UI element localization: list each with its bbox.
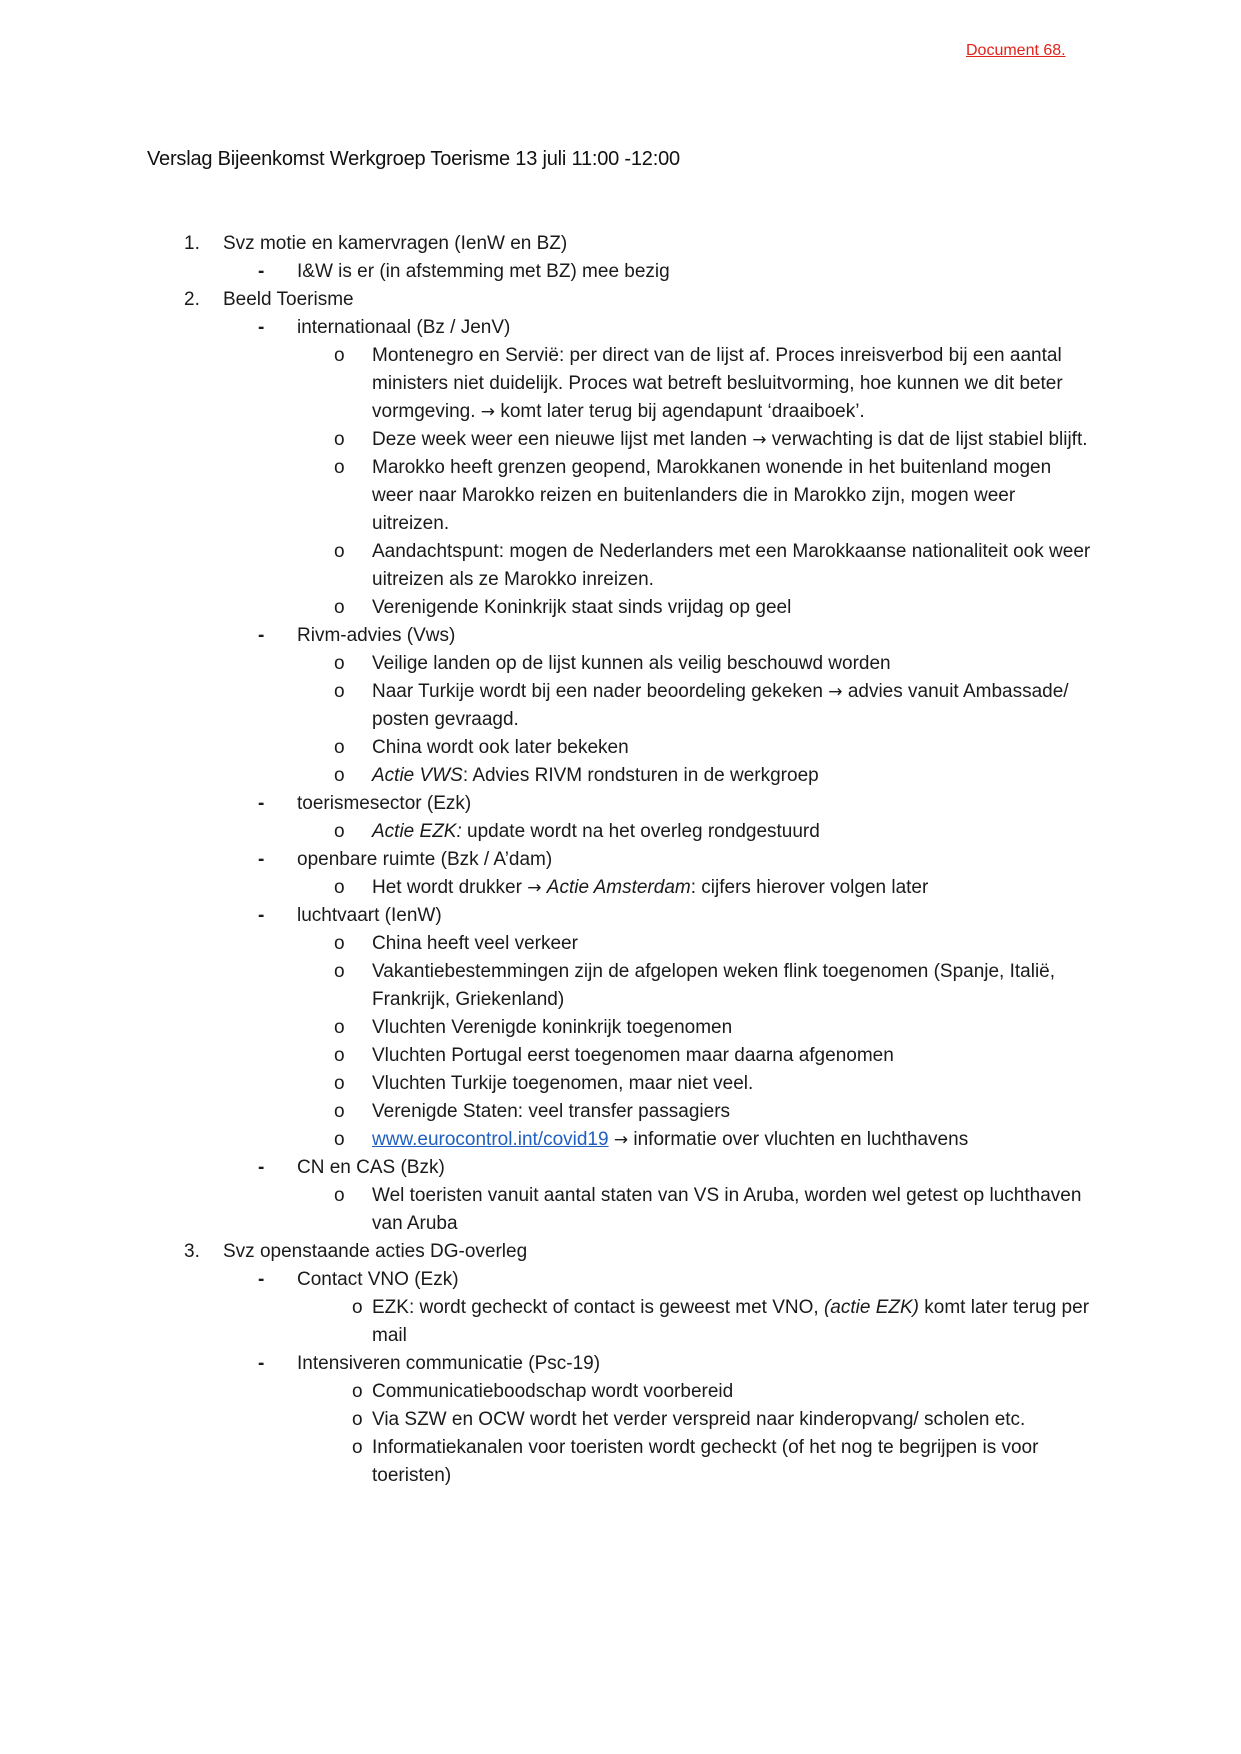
list-number: 1. [184,233,200,254]
circle-bullet: o [334,877,345,898]
sub-item [0,622,1241,650]
sub-item-text: internationaal (Bz / JenV) [297,317,511,338]
dash-bullet: - [258,905,265,926]
list-number: 2. [184,289,200,310]
circle-bullet: o [334,429,345,450]
dash-bullet: - [258,1157,265,1178]
bullet-text: Naar Turkije wordt bij een nader beoordeling gekeken [372,681,823,702]
list-item-2 [0,286,1241,314]
bullet-text: Vluchten Portugal eerst toegenomen maar daarna afgenomen [372,1045,894,1066]
bullet-text: Het wordt drukker [372,877,522,898]
bullet-text: Vluchten Verenigde koninkrijk toegenomen [372,1017,733,1038]
dash-bullet: - [258,261,265,282]
bullet-item [0,594,1092,622]
circle-bullet: o [334,961,345,982]
bullet-text: Verenigende Koninkrijk staat sinds vrijdag op geel [372,597,792,618]
circle-bullet: o [334,737,345,758]
arrow-icon: → [613,1130,629,1150]
dash-bullet: - [258,1269,265,1290]
bullet-item [0,734,1092,762]
list-item-text: Beeld Toerisme [223,289,354,310]
circle-bullet: o [334,1017,345,1038]
dash-bullet: - [258,625,265,646]
list-item-text: Svz motie en kamervragen (IenW en BZ) [223,233,568,254]
action-label: Actie EZK: [372,821,462,842]
eurocontrol-link[interactable]: www.eurocontrol.int/covid19 [372,1129,609,1150]
page-title: Verslag Bijeenkomst Werkgroep Toerisme 13 juli 11:00 -12:00 [147,148,680,170]
bullet-text-tail: komt later terug per mail [372,1297,1090,1346]
bullet-text-tail: informatie over vluchten en luchthavens [633,1129,969,1150]
bullet-text: Wel toeristen vanuit aantal staten van VS in Aruba, worden wel getest op luchthaven van Aruba [372,1185,1082,1234]
arrow-icon: → [828,682,843,702]
sub-item [0,846,1241,874]
circle-bullet: o [334,1073,345,1094]
bullet-item [0,426,1092,454]
bullet-text: Montenegro en Servië: per direct van de lijst af. Proces inreisverbod bij een aantal ministers niet duidelijk. Proces wat betreft besluitvorming, hoe kunnen we dit beter vormgeving. [372,345,1063,422]
circle-bullet: o [334,821,345,842]
bullet-item [0,1126,1092,1154]
bullet-text: Verenigde Staten: veel transfer passagiers [372,1101,731,1122]
bullet-text-tail: : cijfers hierover volgen later [690,877,929,898]
bullet-text: Via SZW en OCW wordt het verder verspreid naar kinderopvang/ scholen etc. [372,1409,1026,1430]
bullet-text: EZK: wordt gecheckt of contact is geweest met VNO, [372,1297,819,1318]
bullet-item [0,1294,1092,1350]
circle-bullet: o [334,1129,345,1150]
action-label: Actie Amsterdam [546,877,691,898]
sub-item-text: Rivm-advies (Vws) [297,625,456,646]
bullet-text-tail: verwachting is dat de lijst stabiel blijft. [771,429,1088,450]
arrow-icon: → [480,402,496,422]
circle-bullet: o [334,653,345,674]
bullet-item [0,1434,1092,1490]
bullet-text: Vakantiebestemmingen zijn de afgelopen weken flink toegenomen (Spanje, Italië, Frankrijk, Griekenland) [372,961,1056,1010]
list-item-3 [0,1238,1241,1266]
bullet-item [0,1098,1092,1126]
bullet-item [0,818,1092,846]
bullet-item [0,454,1092,538]
circle-bullet: o [334,1045,345,1066]
circle-bullet: o [334,457,345,478]
circle-bullet: o [334,345,345,366]
bullet-item [0,342,1092,426]
sub-item [0,258,1241,286]
dash-bullet: - [258,793,265,814]
circle-bullet: o [352,1437,363,1458]
circle-bullet: o [352,1297,363,1318]
bullet-text: China heeft veel verkeer [372,933,578,954]
bullet-text: Marokko heeft grenzen geopend, Marokkanen wonende in het buitenland mogen weer naar Marokko reizen en buitenlanders die in Marokko zijn, mogen weer uitreizen. [372,457,1052,534]
bullet-text: Communicatieboodschap wordt voorbereid [372,1381,734,1402]
sub-item [0,902,1241,930]
bullet-text: Vluchten Turkije toegenomen, maar niet veel. [372,1073,754,1094]
dash-bullet: - [258,317,265,338]
bullet-item [0,1182,1092,1238]
dash-bullet: - [258,849,265,870]
circle-bullet: o [334,597,345,618]
list-item-text: Svz openstaande acties DG-overleg [223,1241,528,1262]
sub-item-text: Intensiveren communicatie (Psc-19) [297,1353,601,1374]
bullet-item [0,1070,1092,1098]
sub-item-text: Contact VNO (Ezk) [297,1269,459,1290]
arrow-icon: → [752,430,767,450]
bullet-text: Aandachtspunt: mogen de Nederlanders met een Marokkaanse nationaliteit ook weer uitreizen als ze Marokko inreizen. [372,541,1091,590]
bullet-item [0,874,1092,902]
document-reference: Document 68. [966,42,1066,59]
sub-item-text: toerismesector (Ezk) [297,793,472,814]
bullet-item [0,650,1092,678]
arrow-icon: → [527,878,542,898]
bullet-item [0,958,1092,1014]
bullet-item [0,1378,1092,1406]
bullet-item [0,930,1092,958]
bullet-item [0,1042,1092,1070]
circle-bullet: o [334,765,345,786]
bullet-text: : Advies RIVM rondsturen in de werkgroep [462,765,819,786]
circle-bullet: o [352,1381,363,1402]
sub-item-text: luchtvaart (IenW) [297,905,442,926]
bullet-text-tail: advies vanuit Ambassade/ posten gevraagd. [372,681,1069,730]
sub-item [0,790,1241,818]
bullet-item [0,762,1092,790]
circle-bullet: o [334,933,345,954]
circle-bullet: o [334,1185,345,1206]
document-body [0,230,1241,1490]
bullet-text-tail: komt later terug bij agendapunt ‘draaiboek’. [500,401,865,422]
circle-bullet: o [334,1101,345,1122]
bullet-item [0,678,1092,734]
sub-item-text: I&W is er (in afstemming met BZ) mee bezig [297,261,670,282]
circle-bullet: o [334,681,345,702]
circle-bullet: o [334,541,345,562]
circle-bullet: o [352,1409,363,1430]
bullet-text: China wordt ook later bekeken [372,737,629,758]
sub-item [0,314,1241,342]
bullet-item [0,538,1092,594]
bullet-text: Deze week weer een nieuwe lijst met landen [372,429,747,450]
bullet-text: update wordt na het overleg rondgestuurd [461,821,820,842]
action-label: Actie VWS [372,765,463,786]
list-item-1 [0,230,1241,258]
sub-item [0,1266,1241,1294]
sub-item-text: CN en CAS (Bzk) [297,1157,445,1178]
sub-item [0,1154,1241,1182]
bullet-text: Informatiekanalen voor toeristen wordt gecheckt (of het nog te begrijpen is voor toeristen) [372,1437,1039,1486]
list-number: 3. [184,1241,200,1262]
bullet-item [0,1406,1092,1434]
action-label: (actie EZK) [823,1297,919,1318]
sub-item [0,1350,1241,1378]
bullet-item [0,1014,1092,1042]
dash-bullet: - [258,1353,265,1374]
sub-item-text: openbare ruimte (Bzk / A’dam) [297,849,553,870]
bullet-text: Veilige landen op de lijst kunnen als veilig beschouwd worden [372,653,891,674]
